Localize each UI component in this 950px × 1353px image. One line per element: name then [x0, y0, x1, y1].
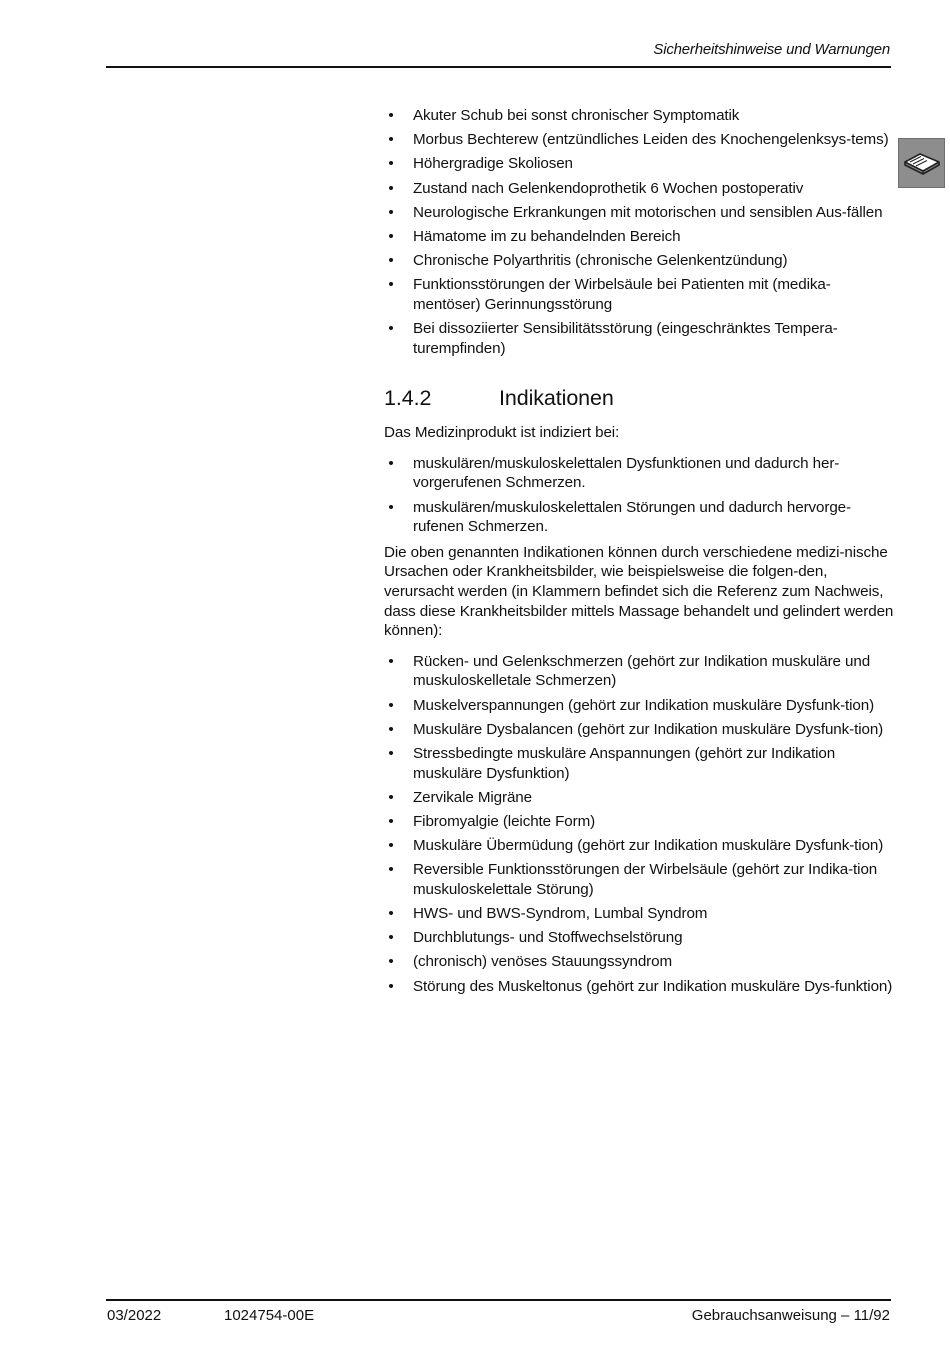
- bullet-icon: •: [388, 929, 394, 947]
- list-item: [384, 203, 894, 223]
- bullet-icon: •: [388, 155, 394, 173]
- list-item: [384, 251, 894, 271]
- bullet-icon: •: [388, 652, 394, 670]
- list-item: [384, 319, 894, 358]
- page-header-title: Sicherheitshinweise und Warnungen: [653, 41, 890, 58]
- list-item-text: Durchblutungs- und Stoffwechselstörung: [413, 929, 683, 947]
- list-item-text: Rücken- und Gelenkschmerzen (gehört zur Indikation muskuläre und muskuloskelletale Schmerzen): [413, 652, 871, 690]
- bullet-icon: •: [388, 107, 394, 124]
- list-item-text: Zervikale Migräne: [413, 788, 532, 806]
- section-paragraph: Die oben genannten Indikationen können durch verschiedene medizi-nische Ursachen oder Krankheitsbilder, wie beispielsweise die folgen-den, verursacht werden (in Klammern befindet sich die Referenz zum Nachweis, dass diese Krankheitsbilder mittels Massage behandelt und gelindert werden können):: [384, 543, 894, 640]
- list-item-text: Neurologische Erkrankungen mit motorischen und sensiblen Aus-fällen: [413, 203, 883, 221]
- list-item: [384, 952, 894, 972]
- bullet-icon: •: [388, 320, 394, 338]
- list-item: [384, 696, 894, 716]
- main-content: [384, 106, 894, 1001]
- list-item: [384, 836, 894, 856]
- section-intro: Das Medizinprodukt ist indiziert bei:: [384, 424, 620, 442]
- list-item: [384, 106, 894, 126]
- list-item: [384, 154, 894, 174]
- list-item-text: HWS- und BWS-Syndrom, Lumbal Syndrom: [413, 905, 708, 923]
- list-item-text: Höhergradige Skoliosen: [413, 155, 573, 173]
- list-item-text: Morbus Bechterew (entzündliches Leiden des Knochengelenksys-tems): [413, 131, 889, 149]
- list-item: [384, 977, 894, 997]
- list-item-text: Reversible Funktionsstörungen der Wirbelsäule (gehört zur Indika-tion muskuloskelettale Störung): [413, 861, 878, 898]
- conditions-list: [384, 652, 894, 996]
- list-item-text: Störung des Muskeltonus (gehört zur Indikation muskuläre Dys-funktion): [413, 977, 893, 995]
- bullet-icon: •: [388, 905, 394, 923]
- bullet-icon: •: [388, 179, 394, 197]
- footer-page: Gebrauchsanweisung – 11/92: [691, 1307, 890, 1324]
- list-item-text: Muskuläre Übermüdung (gehört zur Indikation muskuläre Dysfunk-tion): [413, 837, 884, 855]
- list-item: [384, 227, 894, 247]
- bullet-icon: •: [388, 276, 394, 294]
- section-title: Indikationen: [499, 386, 614, 411]
- bullet-icon: •: [388, 454, 394, 472]
- list-item: [384, 928, 894, 948]
- bullet-icon: •: [388, 744, 394, 762]
- bullet-icon: •: [388, 977, 394, 995]
- bullet-icon: •: [388, 720, 394, 738]
- list-item: [384, 454, 894, 493]
- list-item-text: muskulären/muskuloskelettalen Dysfunktionen und dadurch her-vorgerufenen Schmerzen.: [413, 454, 840, 492]
- bullet-icon: •: [388, 131, 394, 149]
- footer-rule: [106, 1299, 891, 1301]
- list-item-text: muskulären/muskuloskelettalen Störungen und dadurch hervorge-rufenen Schmerzen.: [413, 498, 851, 536]
- list-item: [384, 179, 894, 199]
- list-item-text: Stressbedingte muskuläre Anspannungen (gehört zur Indikation muskuläre Dysfunktion): [413, 744, 836, 782]
- bullet-icon: •: [388, 788, 394, 806]
- list-item-text: Akuter Schub bei sonst chronischer Symptomatik: [413, 107, 740, 124]
- section-number: 1.4.2: [384, 386, 432, 411]
- bullet-icon: •: [388, 203, 394, 221]
- list-item: [384, 904, 894, 924]
- list-item: [384, 275, 894, 314]
- list-item: [384, 860, 894, 899]
- list-item-text: Bei dissoziierter Sensibilitätsstörung (eingeschränktes Tempera-turempfinden): [413, 320, 838, 357]
- list-item: [384, 812, 894, 832]
- list-item: [384, 652, 894, 691]
- footer-doc-number: 1024754-00E: [224, 1307, 315, 1324]
- list-item-text: Chronische Polyarthritis (chronische Gelenkentzündung): [413, 252, 788, 270]
- chapter-side-tab: [898, 138, 945, 188]
- list-item: [384, 498, 894, 537]
- list-item-text: Fibromyalgie (leichte Form): [413, 812, 596, 830]
- bullet-icon: •: [388, 696, 394, 714]
- header-rule: [106, 66, 891, 68]
- section-heading: [384, 384, 894, 412]
- bullet-icon: •: [388, 861, 394, 879]
- list-item-text: Muskelverspannungen (gehört zur Indikation muskuläre Dysfunk-tion): [413, 696, 875, 714]
- indications-list: [384, 454, 894, 537]
- list-item: [384, 788, 894, 808]
- list-item-text: Funktionsstörungen der Wirbelsäule bei Patienten mit (medika-mentöser) Gerinnungsstörung: [413, 276, 831, 313]
- bullet-icon: •: [388, 837, 394, 855]
- bullet-icon: •: [388, 812, 394, 830]
- contraindications-list: [384, 106, 894, 358]
- list-item: [384, 720, 894, 740]
- list-item: [384, 130, 894, 150]
- footer-date: 03/2022: [107, 1307, 162, 1324]
- book-icon: [903, 151, 941, 175]
- bullet-icon: •: [388, 252, 394, 270]
- list-item-text: (chronisch) venöses Stauungssyndrom: [413, 953, 673, 971]
- bullet-icon: •: [388, 227, 394, 245]
- list-item-text: Muskuläre Dysbalancen (gehört zur Indikation muskuläre Dysfunk-tion): [413, 720, 884, 738]
- list-item: [384, 744, 894, 783]
- bullet-icon: •: [388, 498, 394, 516]
- bullet-icon: •: [388, 953, 394, 971]
- list-item-text: Hämatome im zu behandelnden Bereich: [413, 227, 681, 245]
- list-item-text: Zustand nach Gelenkendoprothetik 6 Wochen postoperativ: [413, 179, 804, 197]
